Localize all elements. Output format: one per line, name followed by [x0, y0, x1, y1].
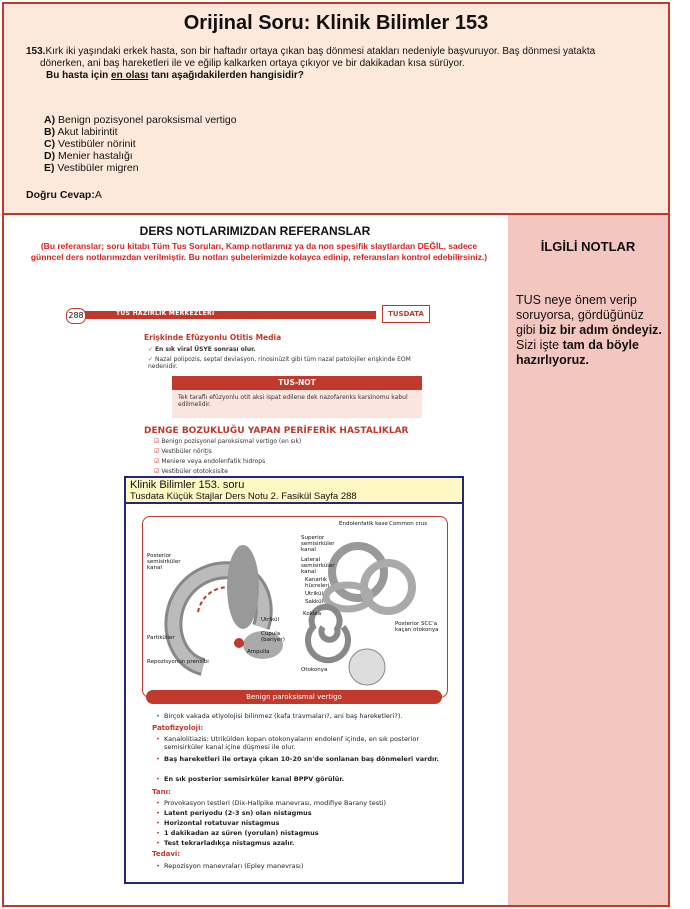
- label-otoconia: Otokonya: [301, 667, 328, 673]
- bullet-icon: •: [156, 755, 160, 763]
- answer-options: [44, 114, 237, 174]
- book-item-1: [148, 346, 256, 353]
- option-text: Vestibüler nörinit: [58, 138, 136, 150]
- option-letter: E): [44, 162, 55, 174]
- tusdata-logo: TUSDATA: [382, 305, 430, 323]
- warning-line-2: günncel ders notlarımızdan verilmiştir. Bu notları şubelerimizde kolayca edinip, referansları kontrol edebilirsiniz.): [30, 252, 488, 262]
- book-page-image: [66, 305, 436, 480]
- pato-item-1: Kanalolitiazis: Utrikülden kopan otokonyaların endolenf içinde, en sık posterior semisirküler kanal içine düşmesi ile olur.: [164, 735, 420, 751]
- label-particles: Partiküller: [147, 635, 175, 641]
- tani-item-1: Provokasyon testleri (Dix-Hallpike manevrası, modifiye Barany testi): [164, 799, 387, 807]
- option-text: Vestibüler migren: [57, 162, 139, 174]
- book-item-2: [148, 356, 438, 370]
- inset-caption-line-2: Tusdata Küçük Stajlar Ders Notu 2. Fasikül Sayfa 288: [130, 491, 357, 502]
- related-notes-text: [516, 293, 664, 368]
- tani-item-4: 1 dakikadan az süren (yorulan) nistagmus: [164, 829, 319, 837]
- question-panel: [4, 4, 668, 215]
- bullet-icon: •: [156, 809, 160, 817]
- reference-title: DERS NOTLARIMIZDAN REFERANSLAR: [139, 224, 371, 238]
- label-bppv-otoconia: Posterior SCC'a kaçan otokonya: [395, 621, 439, 633]
- tus-not-banner: TUS-NOT: [172, 376, 422, 390]
- option-b[interactable]: [44, 126, 237, 138]
- option-c[interactable]: [44, 138, 237, 150]
- inset-caption: [126, 478, 462, 504]
- denge-item-text: Meniere veya endolenfatik hidrops: [161, 458, 266, 465]
- bullet-icon: •: [156, 775, 160, 783]
- denge-item-text: Vestibüler ototoksisite: [161, 468, 228, 475]
- question-number: 153.: [26, 46, 46, 57]
- label-cupula: Cupula (bariyer): [261, 631, 285, 643]
- inset-note-1: Birçok vakada etiyolojisi bilinmez (kafa travmaları?, ani baş hareketleri?).: [164, 712, 403, 720]
- notes-text-bold-2: tam da böyle hazırlıyoruz.: [516, 338, 639, 367]
- question-line-1: Kırk iki yaşındaki erkek hasta, son bir haftadır ortaya çıkan baş dönmesi atakları nedeniyle başvuruyor. Baş dönmesi yatakta: [45, 46, 596, 57]
- inner-ear-figure: [142, 516, 448, 698]
- denge-item-4: [154, 468, 228, 475]
- bullet-icon: •: [156, 839, 160, 847]
- book-item-1-text: En sık viral ÜSYE sonrası olur.: [154, 346, 256, 353]
- denge-item-text: Vestibüler nörit̲is: [161, 448, 212, 455]
- ask-pre: Bu hasta için: [46, 70, 109, 81]
- bullet-icon: •: [156, 735, 160, 743]
- denge-item-2: [154, 448, 212, 455]
- related-notes-title: İLGİLİ NOTLAR: [540, 239, 636, 254]
- label-lateral-canal: Lateral semisirküler kanal: [301, 557, 335, 575]
- pato-item-3: En sık posterior semisirküler kanal BPPV görülür.: [164, 775, 345, 783]
- option-d[interactable]: [44, 150, 237, 162]
- label-posterior-canal: Posterior semisirküler kanal: [147, 553, 181, 571]
- reference-warning: [24, 241, 494, 263]
- option-letter: D): [44, 150, 56, 162]
- bullet-icon: •: [156, 862, 160, 870]
- ask-post: tanı aşağıdakilerden hangisidir?: [151, 70, 304, 81]
- check-icon: ✓: [148, 346, 154, 353]
- bullet-icon: •: [156, 829, 160, 837]
- option-a[interactable]: [44, 114, 237, 126]
- heading-diagnosis: Tanı:: [152, 788, 171, 796]
- tedavi-item-1: Repozisyon manevraları (Epley manevrası): [164, 862, 304, 870]
- label-common-crus: Common crus: [389, 521, 428, 527]
- option-text: Benign pozisyonel paroksismal vertigo: [58, 114, 237, 126]
- question-line-2: dönerken, ani baş hareketleri ile ve eğilip kalkarken ortaya çıkıyor ve bir dakikadan kısa sürüyor.: [40, 58, 465, 69]
- denge-item-1: [154, 438, 301, 445]
- vestibule-shape: [227, 545, 259, 629]
- heading-pathophysiology: Patofizyoloji:: [152, 724, 204, 732]
- denge-item-3: [154, 458, 265, 465]
- inset-caption-line-1: Klinik Bilimler 153. soru: [130, 479, 245, 491]
- page-title: Orijinal Soru: Klinik Bilimler 153: [183, 12, 489, 34]
- answer-value: A: [94, 189, 102, 201]
- option-text: Akut labirintit: [57, 126, 118, 138]
- label-utricle: Utrikül: [261, 617, 280, 623]
- notes-text-mid: Sizi işte: [516, 338, 560, 352]
- heading-treatment: Tedavi:: [152, 850, 181, 858]
- option-e[interactable]: [44, 162, 237, 174]
- check-icon: ✓: [148, 356, 154, 363]
- inset-page-image: [124, 476, 464, 884]
- option-letter: A): [44, 114, 56, 126]
- bullet-icon: •: [156, 799, 160, 807]
- pato-item-2: Baş hareketleri ile ortaya çıkan 10-20 sn'de sonlanan baş dönmeleri vardır.: [164, 755, 439, 763]
- denge-item-text: Benign pozisyonel paroksismal vertigo (en sık): [161, 438, 302, 445]
- tani-item-3: Horizontal rotatuvar nistagmus: [164, 819, 280, 827]
- tani-item-5: Test tekrarladıkça nistagmus azalır.: [164, 839, 295, 847]
- denge-title: DENGE BOZUKLUĞU YAPAN PERİFERİK HASTALIKLAR: [144, 426, 409, 436]
- ask-underlined: en olası: [111, 70, 149, 81]
- option-letter: C): [44, 138, 56, 150]
- figure-caption-band: Benign paroksismal vertigo: [146, 690, 442, 704]
- checkbox-icon: ☑: [154, 438, 160, 445]
- label-endolymph-sac: Endolenfatik kese: [339, 521, 388, 527]
- book-page-number: 288: [66, 308, 86, 324]
- checkbox-icon: ☑: [154, 448, 160, 455]
- posterior-canal-shape: [364, 563, 412, 611]
- bullet-icon: •: [156, 712, 160, 720]
- answer-label: Doğru Cevap:: [26, 189, 95, 201]
- otoconia-magnified: [349, 649, 385, 685]
- book-header-text: TUS HAZIRLIK MERKEZLERİ: [116, 310, 215, 317]
- related-notes-panel: [508, 215, 668, 905]
- cupula-marker: [234, 638, 244, 648]
- tus-not-text: Tek taraflı efüzyonlu otit aksi ispat edilene dek nazofarenks karsinomu kabul edilmelidir.: [172, 390, 422, 418]
- book-item-2-text: Nazal polipozis, septal deviasyon, rinosinüzit gibi tüm nazal patolojiler erişkinde EOM nedenidir.: [148, 356, 411, 370]
- checkbox-icon: ☑: [154, 468, 160, 475]
- notes-text-pre: TUS neye önem verip soruyorsa, gördüğünüz gibi: [516, 293, 644, 337]
- book-section-title: Erişkinde Efüzyonlu Otitis Media: [144, 333, 282, 342]
- label-cochlea: Koklea: [303, 611, 322, 617]
- option-letter: B): [44, 126, 56, 138]
- notes-text-bold-1: biz bir adım öndeyiz.: [538, 323, 662, 337]
- correct-answer: [26, 189, 102, 201]
- label-utricle-2: Utrikül: [305, 591, 324, 597]
- label-hair-cells: Kanarlık hücreleri: [305, 577, 330, 589]
- question-ask: [26, 70, 636, 82]
- book-header-bar: [76, 311, 376, 319]
- label-superior-canal: Superior semisirküler kanal: [301, 535, 335, 553]
- label-ampulla: Ampulla: [247, 649, 270, 655]
- option-text: Menier hastalığı: [58, 150, 133, 162]
- warning-line-1: (Bu referanslar; soru kitabı Tüm Tus Soruları, Kamp notlarımız ya da non spesifik slaytlardan DEĞİL, sadece: [40, 241, 478, 251]
- inner-ear-illustration: [143, 517, 447, 697]
- label-reposition: Repozisyonun prensibi: [147, 659, 209, 665]
- bullet-icon: •: [156, 819, 160, 827]
- tani-item-2: Latent periyodu (2-3 sn) olan nistagmus: [164, 809, 312, 817]
- question-text: [26, 46, 636, 82]
- checkbox-icon: ☑: [154, 458, 160, 465]
- label-saccule: Sakkül: [305, 599, 324, 605]
